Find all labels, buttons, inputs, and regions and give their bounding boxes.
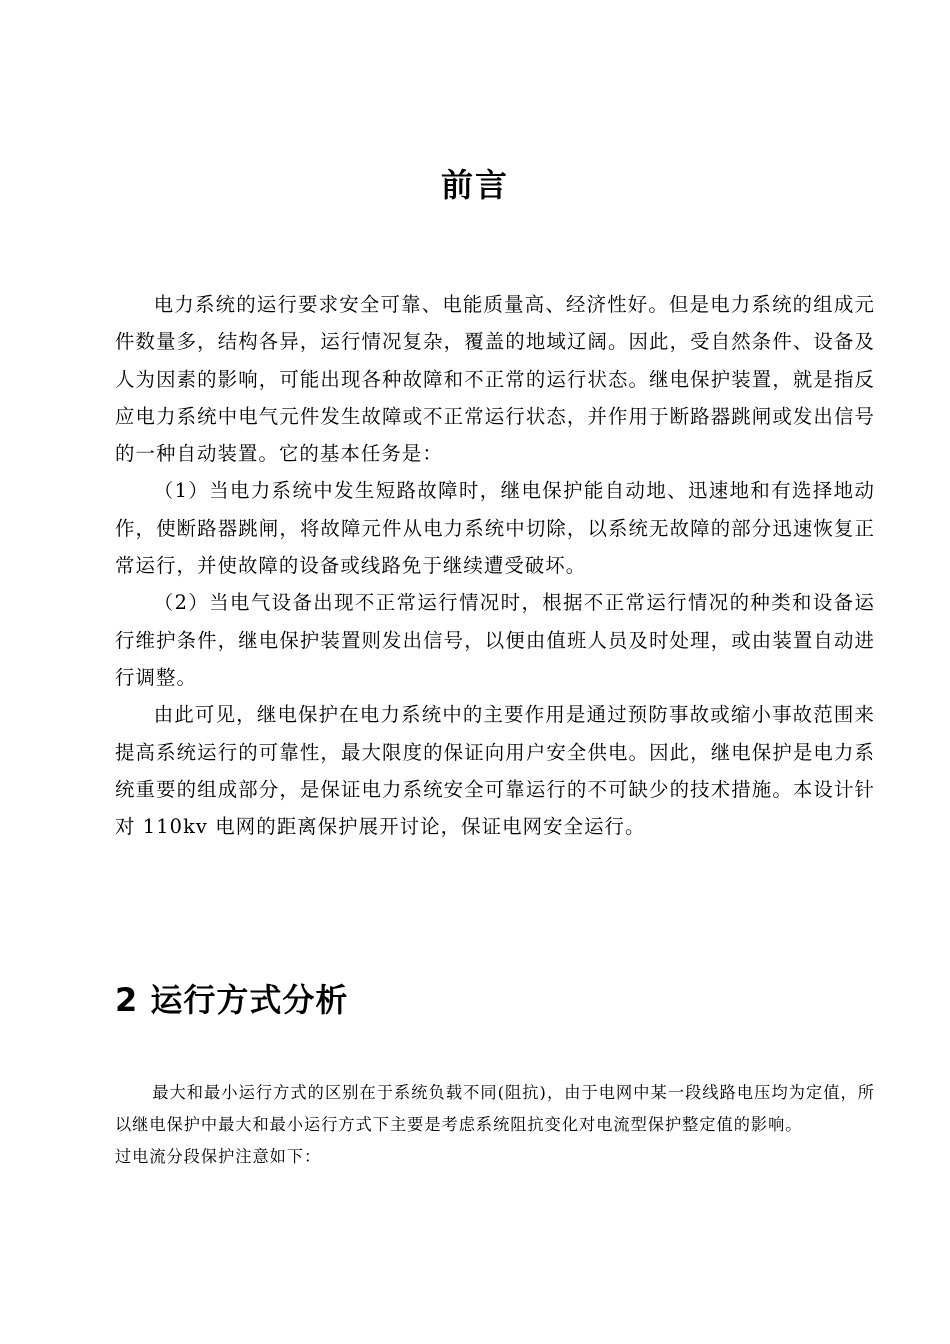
preface-body [115,286,875,845]
section-2-body [115,1077,875,1173]
preface-paragraph-intro: 电力系统的运行要求安全可靠、电能质量高、经济性好。但是电力系统的组成元件数量多，结构各异，运行情况复杂，覆盖的地域辽阔。因此，受自然条件、设备及人为因素的影响，可能出现各种故障和不正常的运行状态。继电保护装置，就是指反应电力系统中电气元件发生故障或不正常运行状态，并作用于断路器跳闸或发出信号的一种自动装置。它的基本任务是： [115,293,875,466]
preface-paragraph-conclusion: 由此可见，继电保护在电力系统中的主要作用是通过预防事故或缩小事故范围来提高系统运行的可靠性，最大限度的保证向用户安全供电。因此，继电保护是电力系统重要的组成部分，是保证电力系统安全可靠运行的不可缺少的技术措施。本设计针对 110kv 电网的距离保护展开讨论，保证电网安全运行。 [115,703,875,839]
preface-title: 前言 [440,166,509,205]
section-2-paragraph-note: 过电流分段保护注意如下： [115,1147,322,1166]
preface-paragraph-task-1: （1）当电力系统中发生短路故障时，继电保护能自动地、迅速地和有选择地动作，使断路器跳闸，将故障元件从电力系统中切除，以系统无故障的部分迅速恢复正常运行，并使故障的设备或线路免于继续遭受破坏。 [115,479,875,578]
section-2-title: 2 运行方式分析 [115,980,349,1019]
section-2-paragraph-intro: 最大和最小运行方式的区别在于系统负载不同(阻抗)，由于电网中某一段线路电压均为定值，所以继电保护中最大和最小运行方式下主要是考虑系统阻抗变化对电流型保护整定值的影响。 [115,1083,875,1134]
preface-paragraph-task-2: （2）当电气设备出现不正常运行情况时，根据不正常运行情况的种类和设备运行维护条件，继电保护装置则发出信号，以便由值班人员及时处理，或由装置自动进行调整。 [115,591,875,689]
